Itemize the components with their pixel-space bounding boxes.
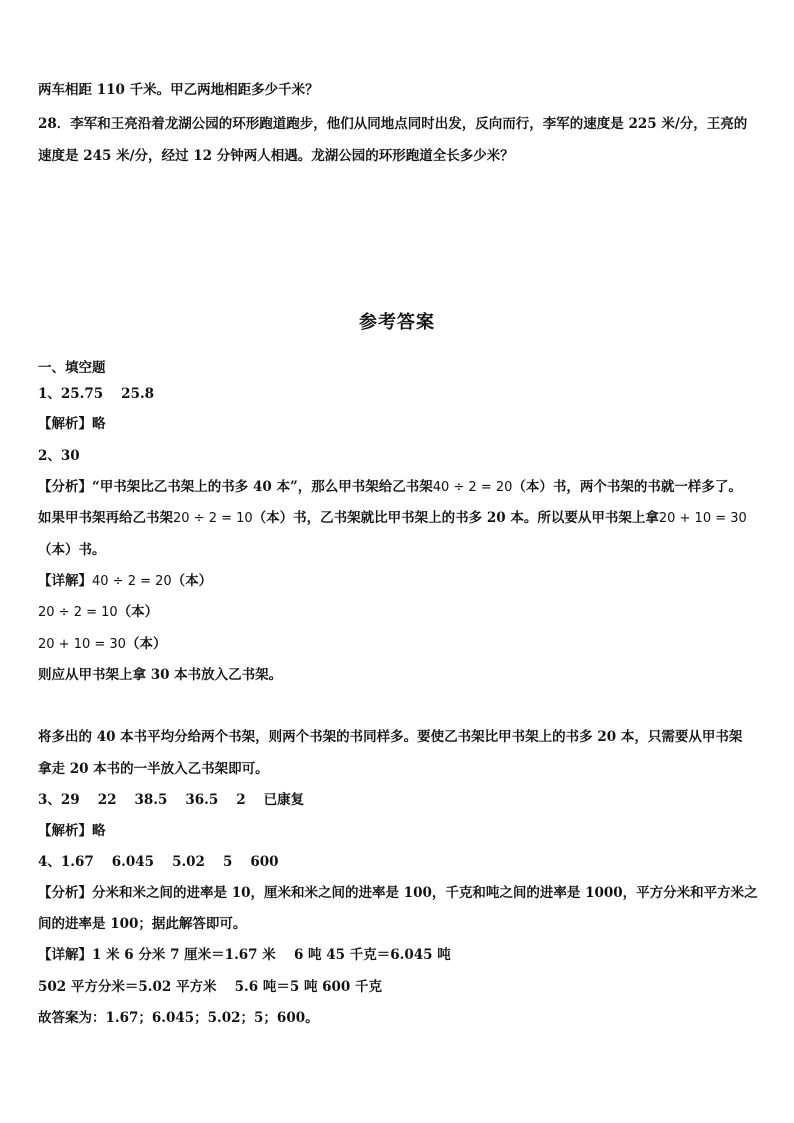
answer-3 [38,790,758,810]
answer-1-value: 25.8 [121,386,155,402]
answer-4-value: 6.045 [111,854,155,870]
answer-2-detail-3 [38,634,758,655]
math-expression: 20 ÷ 2 = 10 [173,511,253,526]
answer-1-label: 1、25.75 [38,386,104,402]
answer-2-analysis-line3: （本）书。 [38,542,106,558]
answer-4 [38,852,758,872]
answer-4-analysis-line2: 间的进率是 100；据此解答即可。 [38,916,247,932]
answer-2-analysis-line2 [38,508,758,529]
unit-text: （本） [117,604,159,620]
math-expression: 20 ÷ 2 = 10 [38,605,118,620]
answer-2-extra-line1: 将多出的 40 本书平均分给两个书架，则两个书架的书同样多。要使乙书架比甲书架上的书多 20 本，只需要从甲书架 [38,729,743,745]
answer-4-detail-1: 【详解】1 米 6 分米 7 厘米＝1.67 米 6 吨 45 千克＝6.045 吨 [38,947,451,963]
answer-2-extra-line2: 拿走 20 本书的一半放入乙书架即可。 [38,761,269,777]
detail-label: 【详解】 [38,573,92,589]
section-heading: 一、填空题 [38,360,106,376]
answer-3-value: 22 [97,792,117,808]
answer-4-value: 5 [222,854,233,870]
question-28-line1: 28．李军和王亮沿着龙湖公园的环形跑道跑步，他们从同地点同时出发，反向而行，李军的速度是 225 米/分，王亮的 [38,116,748,132]
analysis-text: （本）书，两个书架的书就一样多了。 [512,479,742,495]
answers-title: 参考答案 [359,312,435,333]
answer-4-value: 600 [250,854,279,870]
math-expression: 20 + 10 = 30 [658,511,747,526]
answer-4-final: 故答案为：1.67；6.045；5.02；5；600。 [38,1010,319,1026]
answer-2-detail-1 [38,571,758,592]
question-28-line2: 速度是 245 米/分，经过 12 分钟两人相遇。龙湖公园的环形跑道全长多少米？ [38,148,514,164]
answer-2-conclusion: 则应从甲书架上拿 30 本书放入乙书架。 [38,667,283,683]
math-expression: 40 ÷ 2 = 20 [432,480,513,495]
answer-3-value: 36.5 [185,792,219,808]
answer-3-value: 38.5 [134,792,168,808]
answer-2-analysis-line1 [38,477,758,498]
answer-2-detail-2 [38,602,758,623]
answer-2-label: 2、30 [38,448,80,464]
answer-1 [38,384,758,404]
unit-text: （本） [125,636,167,652]
answer-4-label: 4、1.67 [38,854,94,870]
question-27-tail: 两车相距 110 千米。甲乙两地相距多少千米？ [38,82,319,98]
answer-3-value: 2 [236,792,246,808]
answer-3-label: 3、29 [38,792,80,808]
answer-4-detail-2: 502 平方分米＝5.02 平方米 5.6 吨＝5 吨 600 千克 [38,979,383,995]
answer-1-note: 【解析】略 [38,416,106,432]
answer-3-value: 已康复 [263,792,305,808]
math-expression: 20 + 10 = 30 [38,637,126,652]
analysis-text: （本）书，乙书架就比甲书架上的书多 20 本。所以要从甲书架上拿 [252,510,659,526]
answer-4-analysis-line1: 【分析】分米和米之间的进率是 10，厘米和米之间的进率是 100，千克和吨之间的进率是 1000，平方分米和平方米之 [38,885,758,901]
analysis-text: 如果甲书架再给乙书架 [38,510,173,526]
answer-4-value: 5.02 [172,854,205,870]
analysis-text: 【分析】“甲书架比乙书架上的书多 40 本”，那么甲书架给乙书架 [38,479,433,495]
answer-3-note: 【解析】略 [38,823,106,839]
unit-text: （本） [171,573,213,589]
math-expression: 40 ÷ 2 = 20 [92,574,172,589]
